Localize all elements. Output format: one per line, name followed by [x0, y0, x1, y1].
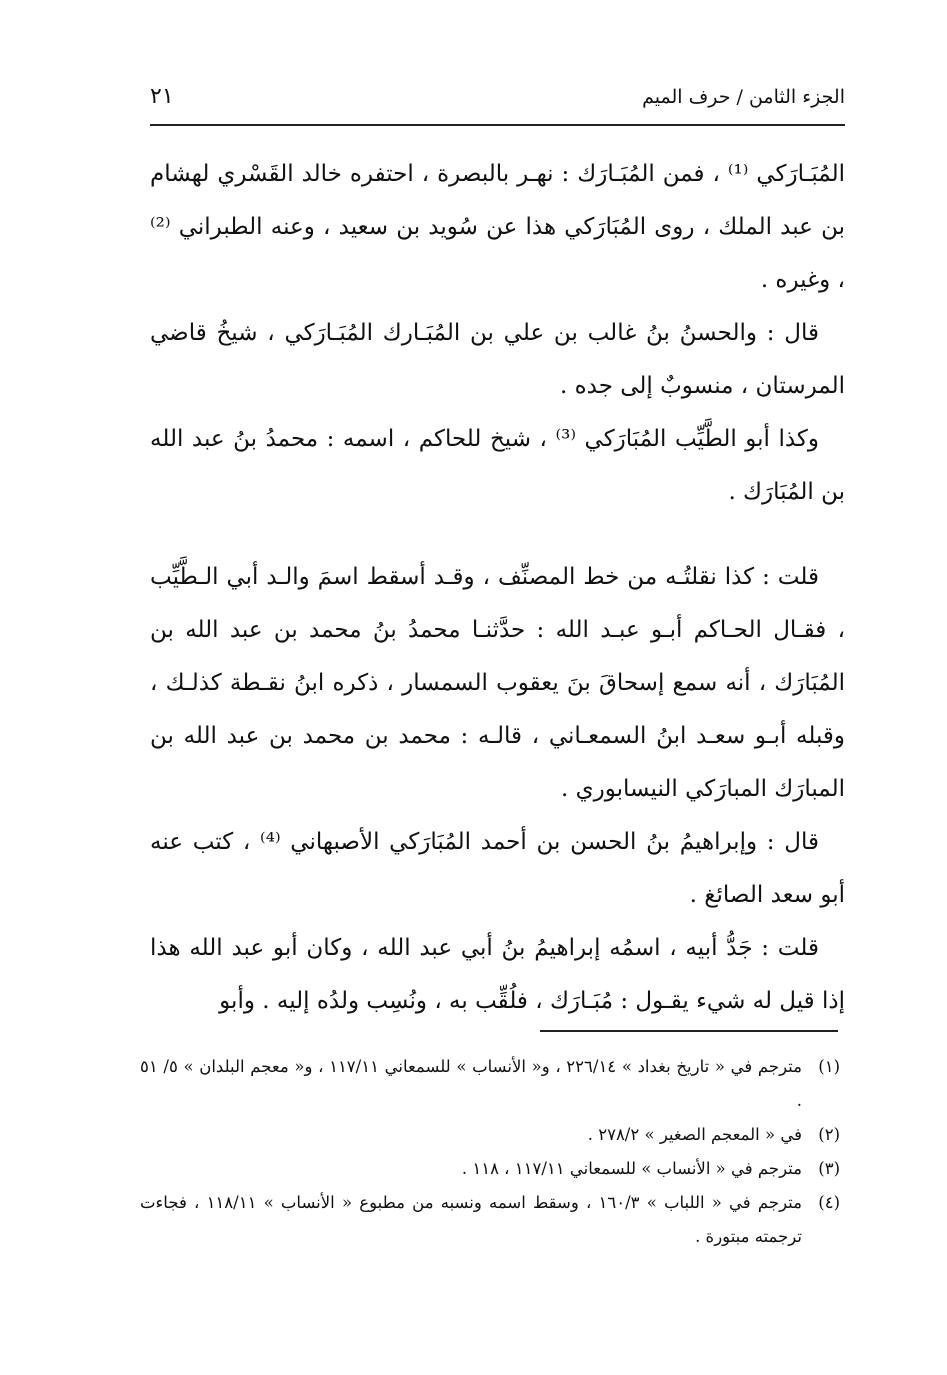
- header-divider: [150, 124, 845, 126]
- paragraph-5: قال : وإبراهيمُ بنُ الحسن بن أحمد المُبَارَكي الأصبهاني ⁽⁴⁾ ، كتب عنه أبو سعد الصائغ .: [150, 829, 845, 908]
- paragraph-3: وكذا أبو الطَّيِّب المُبَارَكي ⁽³⁾ ، شيخ للحاكم ، اسمه : محمدُ بنُ عبد الله بن المُبَارَك .: [150, 426, 845, 505]
- footnote-number: (٤): [818, 1193, 840, 1212]
- paragraph-6: قلت : جَدُّ أبيه ، اسمُه إبراهيمُ بنُ أبي عبد الله ، وكان أبو عبد الله هذا إذا قيل له شيء يقـول : مُبَـارَك ، فلُقِّب به ، ونُسِب ولدُه إليه . وأبو: [150, 935, 845, 1014]
- footnote-text: مترجم في « اللباب » ١٦٠/٣ ، وسقط اسمه ونسبه من مطبوع « الأنساب » ١١٨/١١ ، فجاءت ترجمته مبتورة .: [140, 1193, 802, 1246]
- page-number: ٢١: [150, 84, 174, 109]
- footnote-2: [140, 1118, 840, 1152]
- paragraph-2: قال : والحسنُ بنُ غالب بن علي بن المُبَـارك المُبَـارَكي ، شيخُ قاضي المرستان ، منسوبٌ إلى جده .: [150, 320, 845, 399]
- paragraph-4: قلت : كذا نقلتُـه من خط المصنِّف ، وقـد أسقط اسمَ والـد أبي الـطَّيِّب ، فقـال الحـاكم أبـو عبـد الله : حدَّثنـا محمدُ بنُ محمد بن عبد الله بن المُبَارَك ، أنه سمع إسحاقَ بنَ يعقوب السمسار ، ذكره ابنُ نقـطة كذلـك ، وقبله أبـو سعـد ابنُ السمعـاني ، قالـه : محمد بن محمد بن عبد الله بن المبارَك المبارَكي النيسابوري .: [150, 564, 845, 802]
- footnotes: [140, 1050, 840, 1254]
- footnote-text: مترجم في « تاريخ بغداد » ٢٢٦/١٤ ، و« الأنساب » للسمعاني ١١٧/١١ ، و« معجم البلدان » ٥/ ٥١ .: [140, 1057, 802, 1110]
- footnote-4: [140, 1186, 840, 1254]
- page-header: [150, 80, 845, 122]
- running-title: الجزء الثامن / حرف الميم: [642, 86, 845, 108]
- footnote-3: [140, 1152, 840, 1186]
- footnote-number: (١): [818, 1057, 840, 1076]
- footnote-number: (٢): [818, 1125, 840, 1144]
- paragraph-1: المُبَـارَكي ⁽¹⁾ ، فمن المُبَـارَك : نهـر بالبصرة ، احتفره خالد القَسْري لهشام بن عبد الملك ، روى المُبَارَكي هذا عن سُويد بن سعيد ، وعنه الطبراني ⁽²⁾ ، وغيره .: [150, 161, 845, 293]
- footnote-divider: [540, 1030, 838, 1032]
- footnote-number: (٣): [818, 1159, 840, 1178]
- footnote-1: [140, 1050, 840, 1118]
- main-text: [150, 148, 845, 1028]
- footnote-text: مترجم في « الأنساب » للسمعاني ١١٧/١١ ، ١١٨ .: [461, 1159, 802, 1178]
- footnote-text: في « المعجم الصغير » ٢٧٨/٢ .: [587, 1125, 802, 1144]
